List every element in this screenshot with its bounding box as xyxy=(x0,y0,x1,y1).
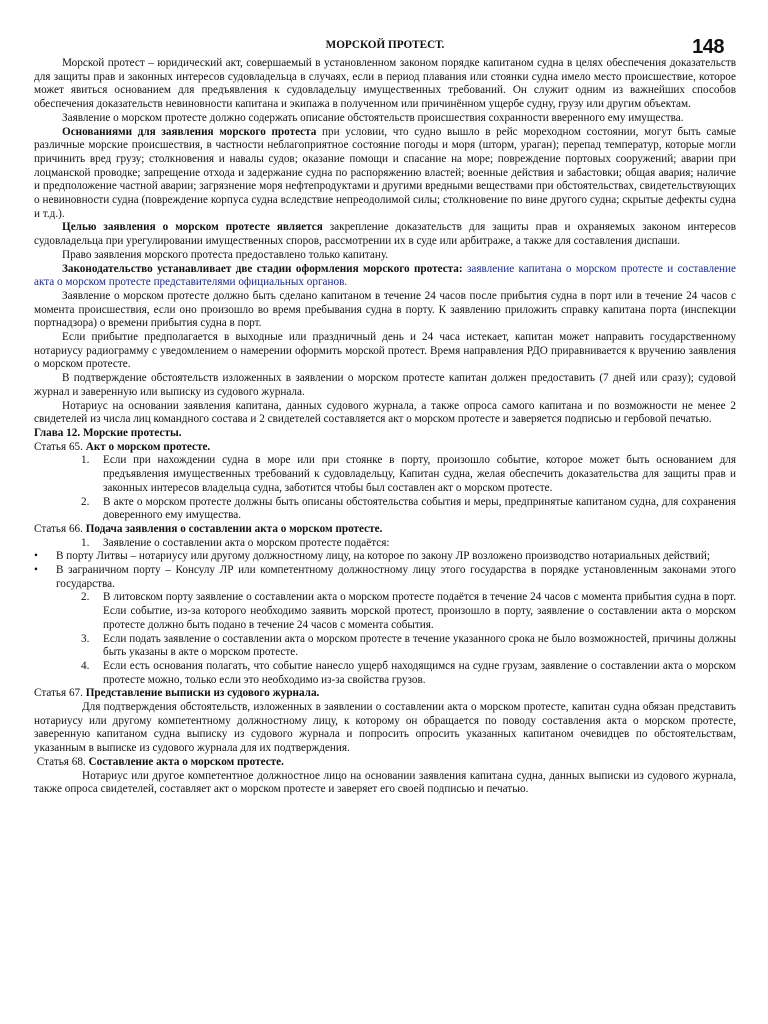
item-number: 4. xyxy=(81,659,90,672)
bullet-icon: • xyxy=(34,564,38,577)
item-number: 1. xyxy=(81,536,90,549)
article-67-label: Статья 67. xyxy=(34,687,86,700)
article-65-item xyxy=(34,496,736,523)
paragraph-notary: Нотариус на основании заявления капитана, данных судового журнала, а также опроса самого капитана и по возможности не менее 2 свидетелей из числа лиц командного состава и 2 свидетелей составляется акт о морском протесте и заверяется подписью и гербовой печатью. xyxy=(34,399,736,426)
article-66-item xyxy=(34,537,736,551)
item-text: Если при нахождении судна в море или при стоянке в порту, произошло событие, которое может быть основанием для предъявления имущественных требований к судовладельцу, Капитан судна, желая обеспечить доказательства для защиты прав и законных интересов владельца судна, заботится чтобы был составлен акт о морском протесте. xyxy=(103,454,736,494)
article-65-heading xyxy=(34,441,736,455)
item-text: В акте о морском протесте должны быть описаны обстоятельства события и меры, предпринятые капитаном судна, для сохранения доверенного ему имущества. xyxy=(103,495,736,522)
item-number: 2. xyxy=(81,591,90,604)
article-68-label: Статья 68. xyxy=(34,755,89,768)
article-66-item xyxy=(34,660,736,687)
article-68-heading xyxy=(34,756,736,770)
item-number: 1. xyxy=(81,454,90,467)
page-number: 148 xyxy=(692,36,724,58)
document-title: МОРСКОЙ ПРОТЕСТ. xyxy=(325,39,445,51)
purpose-text: закрепление доказательств для защиты прав и охраняемых законом интересов судовладельца при урегулировании имущественных споров, рассмотрении их в суде или арбитраже, а также для составления диспаши. xyxy=(34,221,736,248)
legislation-heading: Законодательство устанавливает две стадии оформления морского протеста: xyxy=(62,262,463,275)
paragraph-grounds xyxy=(34,126,736,222)
bullet-text: В заграничном порту – Консулу ЛР или компетентному должностному лицу этого государства в порядке установленным законами этого государства. xyxy=(56,564,736,590)
article-66-label: Статья 66. xyxy=(34,522,86,535)
chapter-12-heading xyxy=(34,427,736,441)
article-66-bullet xyxy=(34,550,736,564)
article-67-title: Представление выписки из судового журнала. xyxy=(85,687,320,700)
item-number: 3. xyxy=(81,632,90,645)
article-67-heading xyxy=(34,687,736,701)
purpose-heading: Целью заявления о морском протесте является xyxy=(62,221,323,234)
paragraph-right: Право заявления морского протеста предоставлено только капитану. xyxy=(62,248,389,261)
legislation-stages-link[interactable]: заявление капитана о морском протесте и составление акта о морском протесте представителями официальных органов. xyxy=(34,262,736,289)
item-text: Заявление о составлении акта о морском протесте подаётся: xyxy=(103,536,390,549)
document-body xyxy=(34,57,736,797)
article-65-title: Акт о морском протесте. xyxy=(85,440,211,453)
paragraph-purpose xyxy=(34,221,736,248)
paragraph-statement-content: Заявление о морском протесте должно содержать описание обстоятельств происшествия сохранности вверенного ему имущества. xyxy=(62,111,684,124)
article-66-heading xyxy=(34,523,736,537)
article-66-item xyxy=(34,633,736,660)
article-66-title: Подача заявления о составлении акта о морском протесте. xyxy=(85,522,383,535)
paragraph-definition: Морской протест – юридический акт, совершаемый в установленном законом порядке капитаном судна в целях обеспечения доказательств для защиты прав и законных интересов судовладельца в случаях, если в период плавания или стоянки судна имело место происшествие, которое может явиться основанием для предъявления к судовладельцу имущественных требований. Он служит одним из важнейших способов обеспечения доказательств невиновности капитана и экипажа в полученном или причинённом ущербе судну, грузу или другим объектам. xyxy=(34,57,736,111)
paragraph-holiday: Если прибытие предполагается в выходные или праздничный день и 24 часа истекает, капитан может направить государственному нотариусу радиограмму с уведомлением о намерении оформить морской протест. Время направления РДО приравнивается к вручению заявления о морском протесте. xyxy=(34,331,736,371)
grounds-text: при условии, что судно вышло в рейс мореходном состоянии, могут быть самые различные морские происшествия, в частности неблагоприятное состояние погоды и моря (шторм, ураган); перепад температур, которые могли причинить вред грузу; столкновения и навалы судов; оказание помощи и спасание на море; повреждение портовых сооружений; аварии при лоцманской проводке; запрещение отхода и задержание судна по распоряжению властей; военные действия и забастовки; общая авария; наличие и предположение частной аварии; загрязнение моря нефтепродуктами и другими вредными веществами при обстоятельствах, свидетельствующих о невиновности судна (повреждение корпуса судна вследствие непреодолимой силы; столкновение по вине другого судна; скрытые дефекты судна и т.д.). xyxy=(34,125,736,220)
bullet-icon: • xyxy=(34,550,38,563)
article-66-bullet xyxy=(34,564,736,591)
grounds-heading: Основаниями для заявления морского протеста xyxy=(62,125,317,138)
item-text: В литовском порту заявление о составлении акта о морском протесте подаётся в течение 24 часов с момента прибытия судна в порт. Если событие, из-за которого необходимо заявить морской протест, произошло в порту, заявление о составлении акта о морском протесте должно быть подано в течение 24 часов с момента события. xyxy=(103,591,736,631)
item-text: Если подать заявление о составлении акта о морском протесте в течение указанного срока не было возможностей, причины должны быть указаны в акте о морском протесте. xyxy=(103,632,736,659)
article-68-title: Составление акта о морском протесте. xyxy=(88,755,284,768)
bullet-text: В порту Литвы – нотариусу или другому должностному лицу, на которое по закону ЛР возложено производство нотариальных действий; xyxy=(56,550,710,563)
paragraph-legislation xyxy=(34,263,736,290)
item-number: 2. xyxy=(81,495,90,508)
article-66-item xyxy=(34,591,736,632)
paragraph-deadline: Заявление о морском протесте должно быть сделано капитаном в течение 24 часов после прибытия судна в порт или в течение 24 часов с момента происшествия, если оно произошло во время пребывания судна в порту. К заявлению приложить справку капитана порта (инспекции портнадзора) о времени прибытия судна в порт. xyxy=(34,289,736,330)
article-65-label: Статья 65. xyxy=(34,440,86,453)
paragraph-evidence: В подтверждение обстоятельств изложенных в заявлении о морском протесте капитан должен предоставить (7 дней или сразу); судовой журнал и заверенную или выписку из судового журнала. xyxy=(34,372,736,398)
article-67-text: Для подтверждения обстоятельств, изложенных в заявлении о составлении акта о морском протесте, капитан судна обязан представить нотариусу или другому компетентному должностному лицу, к которому он обращается по поводу составления акта о морском протесте, заверенную капитаном судна выписку из судового журнала и попросить опросить указанных капитаном очевидцев по обстоятельствам, указанным в выписке из судового журнала для их подтверждения. xyxy=(34,701,736,755)
chapter-12-title: Глава 12. Морские протесты. xyxy=(34,426,182,439)
article-68-text: Нотариус или другое компетентное должностное лицо на основании заявления капитана судна, данных выписки из судового журнала, также опроса свидетелей, составляет акт о морском протесте и заверяет его своей подписью и печатью. xyxy=(34,769,736,796)
item-text: Если есть основания полагать, что событие нанесло ущерб находящимся на судне грузам, заявление о составлении акта о морском протесте можно, только если это необходимо из-за свойства грузов. xyxy=(103,659,736,686)
article-65-item xyxy=(34,454,736,495)
